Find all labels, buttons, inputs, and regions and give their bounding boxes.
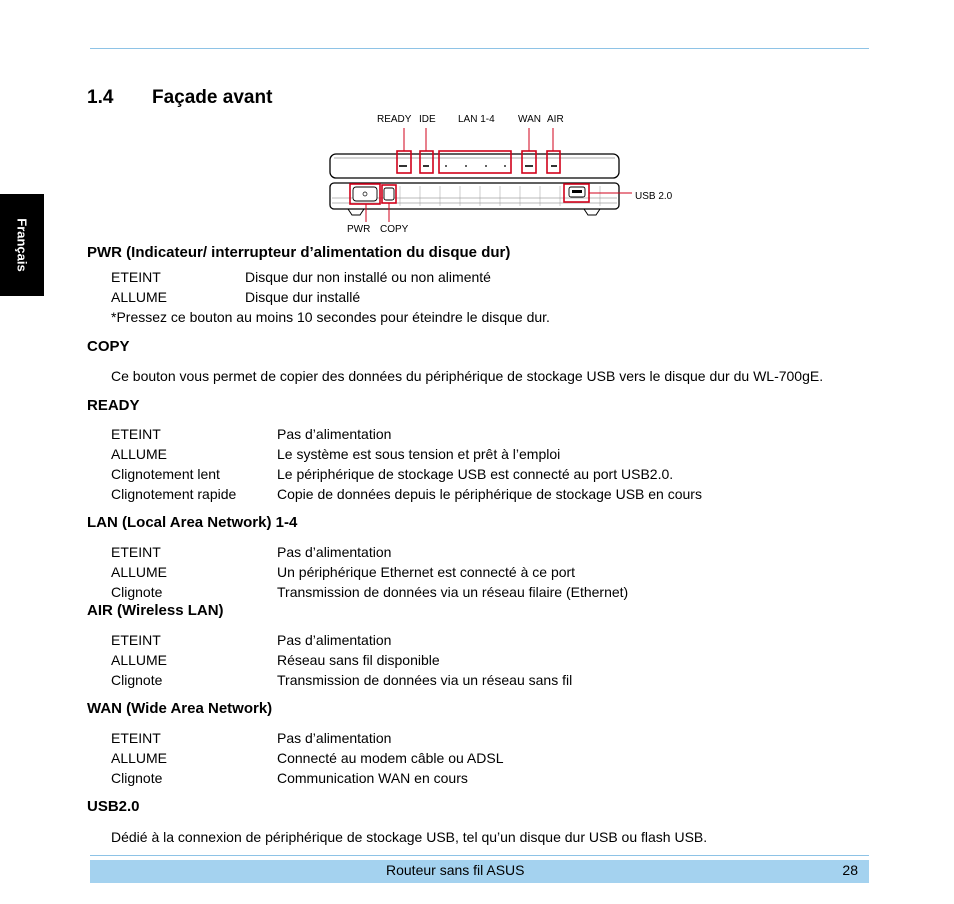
footer-rule — [90, 855, 869, 856]
pwr-state: ETEINT — [111, 269, 161, 285]
pwr-row — [0, 269, 954, 287]
lan-state: ALLUME — [111, 564, 168, 580]
wan-state: Clignote — [111, 770, 163, 786]
air-state: ETEINT — [111, 632, 161, 648]
lan-row — [0, 544, 954, 562]
lan-state: ETEINT — [111, 544, 161, 560]
ready-state: Clignotement rapide — [111, 486, 237, 502]
front-panel-diagram — [320, 106, 700, 236]
footer-title: Routeur sans fil ASUS — [386, 862, 525, 878]
pwr-desc: Disque dur installé — [245, 289, 361, 305]
ready-desc: Le système est sous tension et prêt à l’emploi — [277, 446, 561, 462]
wan-heading: WAN (Wide Area Network) — [87, 700, 273, 717]
lan-row — [0, 564, 954, 582]
header-rule — [90, 48, 869, 49]
label-ready: READY — [377, 114, 412, 125]
lan-heading: LAN (Local Area Network) 1-4 — [87, 514, 298, 531]
page-number: 28 — [842, 862, 858, 878]
ready-state: Clignotement lent — [111, 466, 220, 482]
wan-row — [0, 770, 954, 788]
wan-desc: Connecté au modem câble ou ADSL — [277, 750, 504, 766]
ready-state: ALLUME — [111, 446, 168, 462]
label-usb: USB 2.0 — [635, 191, 673, 202]
wan-desc: Pas d’alimentation — [277, 730, 392, 746]
pwr-note: *Pressez ce bouton au moins 10 secondes pour éteindre le disque dur. — [111, 309, 550, 325]
usb-heading: USB2.0 — [87, 798, 140, 815]
lan-row — [0, 584, 954, 602]
footer-bar — [90, 860, 869, 883]
pwr-row — [0, 289, 954, 307]
wan-row — [0, 750, 954, 768]
ready-desc: Le périphérique de stockage USB est connecté au port USB2.0. — [277, 466, 674, 482]
lan-desc: Transmission de données via un réseau filaire (Ethernet) — [277, 584, 629, 600]
air-desc: Transmission de données via un réseau sans fil — [277, 672, 573, 688]
label-wan: WAN — [518, 114, 541, 125]
ready-state: ETEINT — [111, 426, 161, 442]
section-title: Façade avant — [152, 87, 273, 108]
wan-row — [0, 730, 954, 748]
label-pwr: PWR — [347, 224, 371, 235]
ready-row — [0, 446, 954, 464]
air-heading: AIR (Wireless LAN) — [87, 602, 224, 619]
wan-state: ALLUME — [111, 750, 168, 766]
air-row — [0, 632, 954, 650]
label-ide: IDE — [419, 114, 436, 125]
lan-desc: Un périphérique Ethernet est connecté à ce port — [277, 564, 576, 580]
air-row — [0, 652, 954, 670]
ready-heading: READY — [87, 397, 140, 414]
wan-desc: Communication WAN en cours — [277, 770, 468, 786]
ready-desc: Pas d’alimentation — [277, 426, 392, 442]
ready-row — [0, 426, 954, 444]
air-state: ALLUME — [111, 652, 168, 668]
copy-text: Ce bouton vous permet de copier des données du périphérique de stockage USB vers le disque dur du WL-700gE. — [111, 368, 824, 384]
ready-desc: Copie de données depuis le périphérique de stockage USB en cours — [277, 486, 702, 502]
ready-row — [0, 486, 954, 504]
usb-text: Dédié à la connexion de périphérique de stockage USB, tel qu’un disque dur USB ou flash USB. — [111, 829, 708, 845]
lan-state: Clignote — [111, 584, 163, 600]
label-lan: LAN 1-4 — [458, 114, 495, 125]
label-copy: COPY — [380, 224, 409, 235]
air-desc: Réseau sans fil disponible — [277, 652, 440, 668]
lan-desc: Pas d’alimentation — [277, 544, 392, 560]
air-row — [0, 672, 954, 690]
ready-row — [0, 466, 954, 484]
air-state: Clignote — [111, 672, 163, 688]
pwr-desc: Disque dur non installé ou non alimenté — [245, 269, 491, 285]
air-desc: Pas d’alimentation — [277, 632, 392, 648]
pwr-heading: PWR (Indicateur/ interrupteur d’alimentation du disque dur) — [87, 244, 511, 261]
language-label: Français — [14, 218, 30, 272]
label-air: AIR — [547, 114, 564, 125]
section-number: 1.4 — [87, 87, 114, 108]
pwr-state: ALLUME — [111, 289, 168, 305]
wan-state: ETEINT — [111, 730, 161, 746]
copy-heading: COPY — [87, 338, 130, 355]
